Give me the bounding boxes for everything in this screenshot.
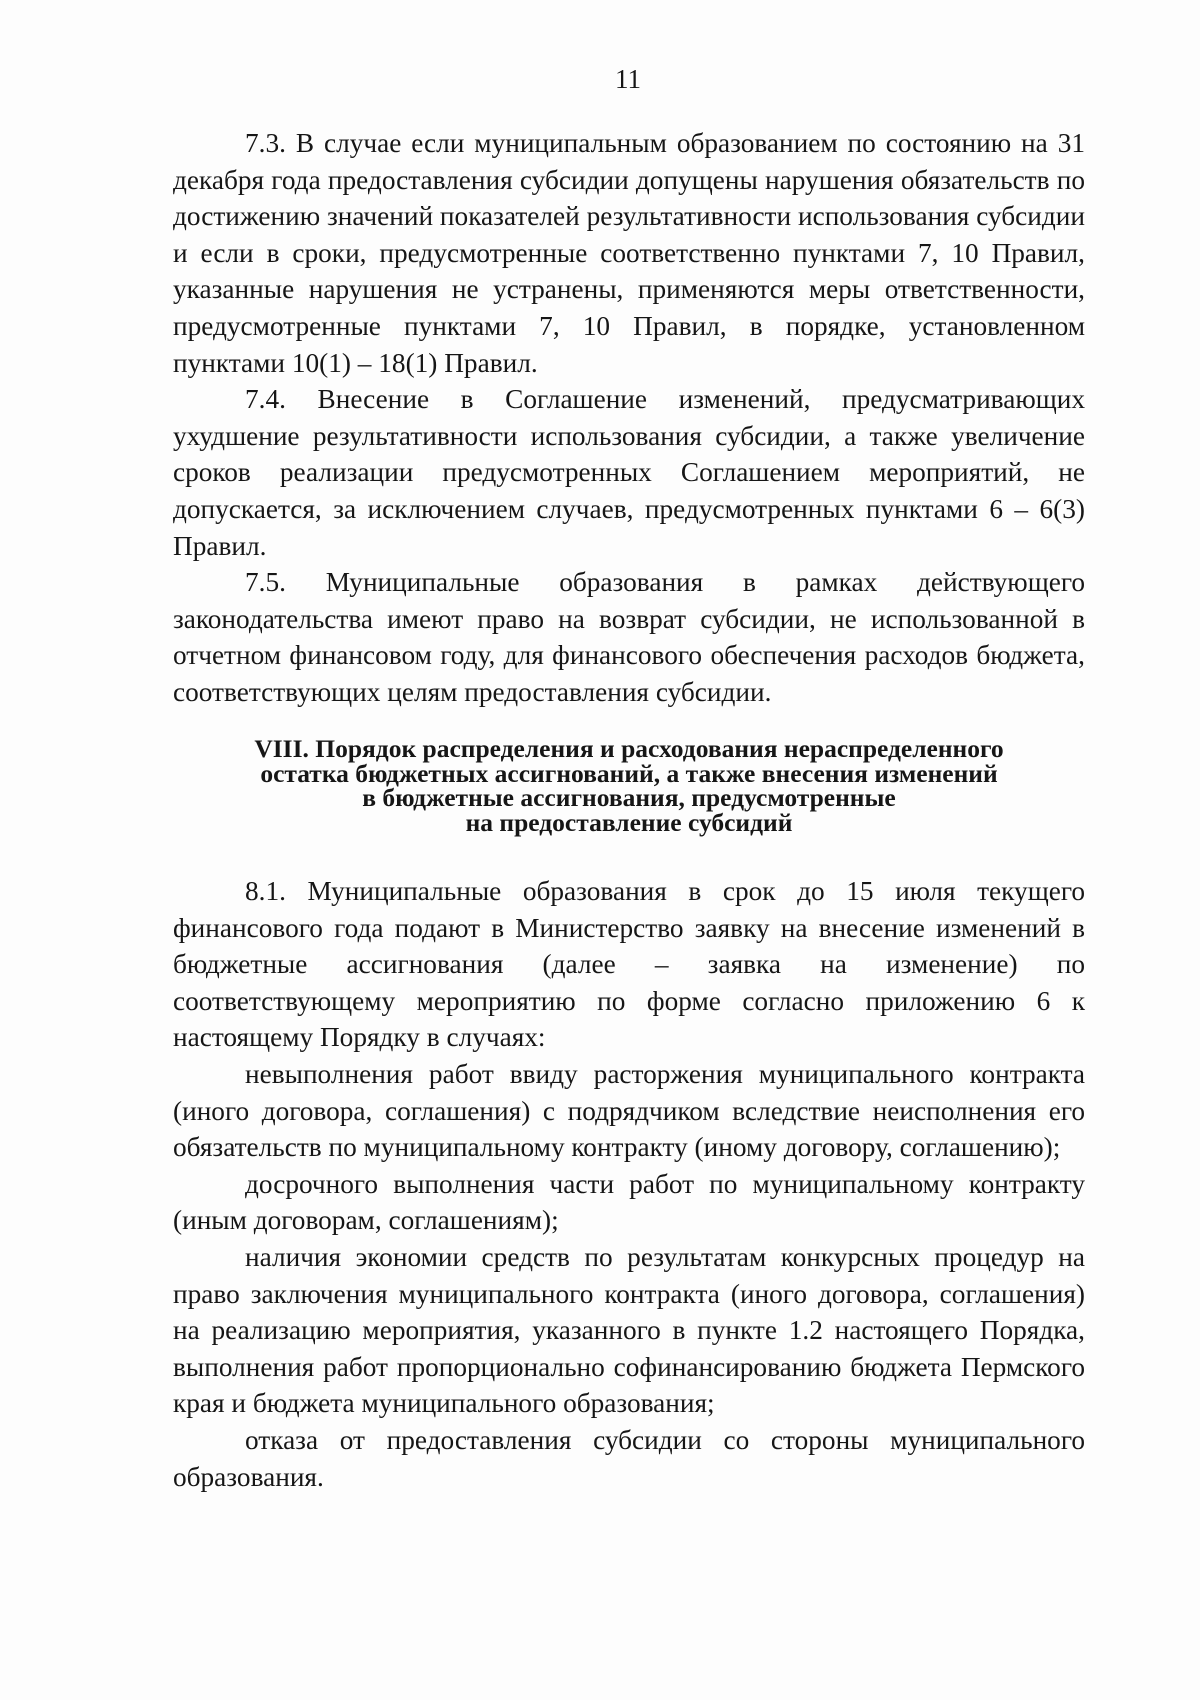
heading-line: VIII. Порядок распределения и расходования нераспределенного — [254, 734, 1004, 763]
heading-line: на предоставление субсидий — [465, 807, 793, 837]
paragraph-case-refusal: отказа от предоставления субсидии со стороны муниципального образования. — [173, 1424, 1085, 1492]
paragraph-case-early-completion: досрочного выполнения части работ по муниципальному контракту (иным договорам, соглашениям); — [173, 1168, 1085, 1236]
paragraph-7-4: 7.4. Внесение в Соглашение изменений, предусматривающих ухудшение результативности использования субсидии, а также увеличение сроков реализации предусмотренных Соглашением мероприятий, не допускается, за исключением случаев, предусмотренных пунктами 6 – 6(3) Правил. — [173, 384, 1085, 561]
section-8-text — [173, 873, 1085, 1495]
heading-line: в бюджетные ассигнования, предусмотренные — [362, 783, 896, 812]
section-8-heading — [173, 734, 1085, 837]
paragraph-7-5: 7.5. Муниципальные образования в рамках действующего законодательства имеют право на возврат субсидии, не использованной в отчетном финансовом году, для финансового обеспечения расходов бюджета, соответствующих целям предоставления субсидии. — [173, 567, 1085, 707]
paragraph-case-savings: наличия экономии средств по результатам конкурсных процедур на право заключения муниципального контракта (иного договора, соглашения) на реализацию мероприятия, указанного в пункте 1.2 настоящего Порядка, выполнения работ пропорционально софинансированию бюджета Пермского края и бюджета муниципального образования; — [173, 1241, 1085, 1419]
section-7-text — [173, 125, 1085, 711]
paragraph-8-1: 8.1. Муниципальные образования в срок до 15 июля текущего финансового года подают в Министерство заявку на внесение изменений в бюджетные ассигнования (далее – заявка на изменение) по соответствующему мероприятию по форме согласно приложению 6 к настоящему Порядку в случаях: — [173, 876, 1085, 1053]
paragraph-case-contract-termination: невыполнения работ ввиду расторжения муниципального контракта (иного договора, соглашения) с подрядчиком вследствие неисполнения его обязательств по муниципальному контракту (иному договору, соглашению); — [173, 1058, 1085, 1163]
paragraph-7-3: 7.3. В случае если муниципальным образованием по состоянию на 31 декабря года предоставления субсидии допущены нарушения обязательств по достижению значений показателей результативности использования субсидии и если в сроки, предусмотренные соответственно пунктами 7, 10 Правил, указанные нарушения не устранены, применяются меры ответственности, предусмотренные пунктами 7, 10 Правил, в порядке, установленном пунктами 10(1) – 18(1) Правил. — [173, 128, 1085, 378]
page-number: 11 — [615, 64, 641, 94]
heading-line: остатка бюджетных ассигнований, а также внесения изменений — [260, 758, 998, 788]
